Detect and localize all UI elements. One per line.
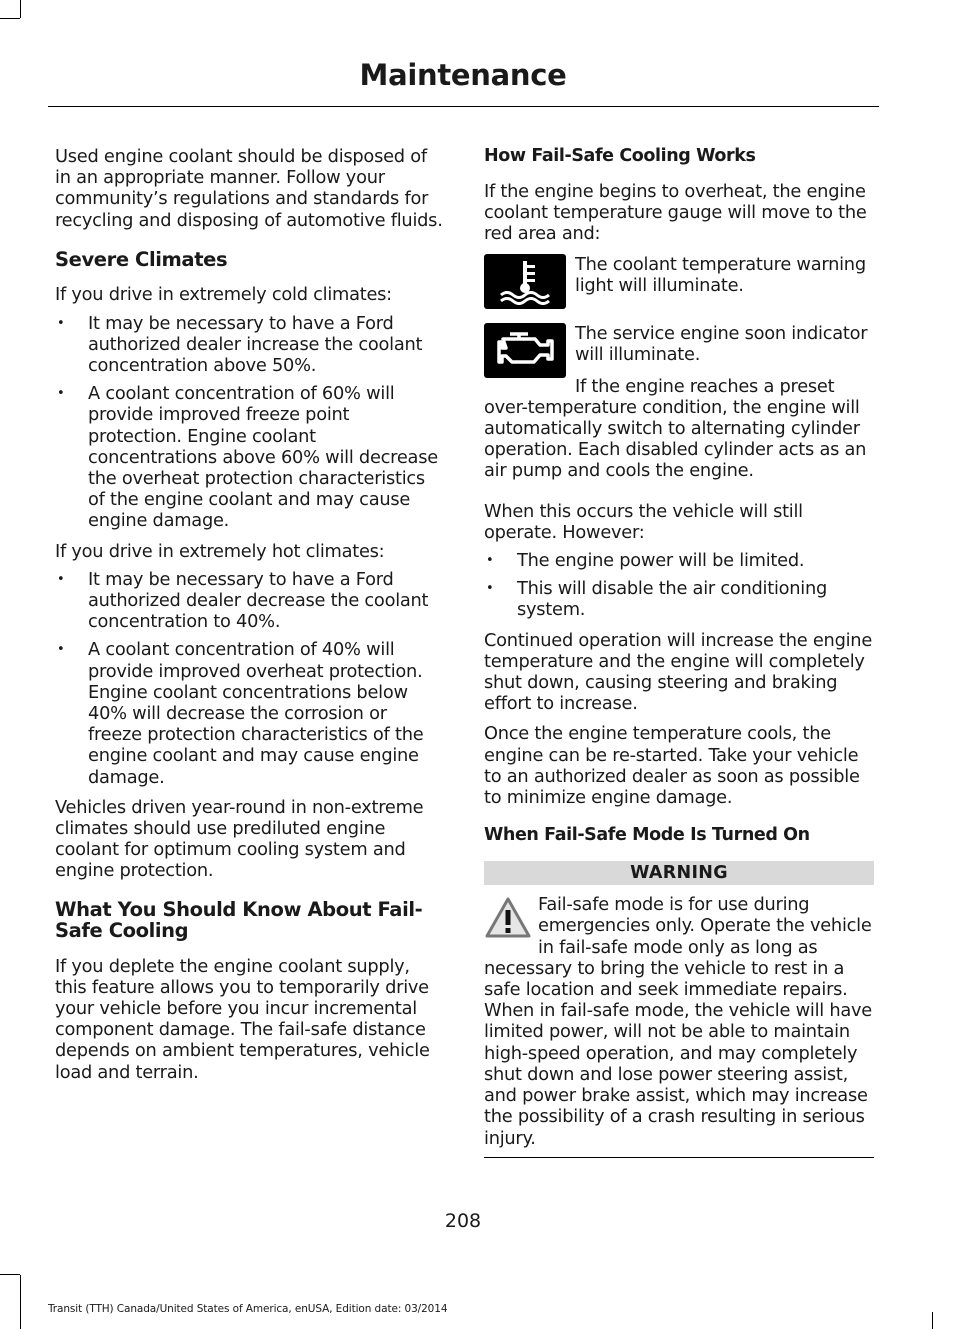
hot-climates-list [55, 569, 445, 788]
warning-triangle-icon [484, 896, 532, 940]
list-item: • This will disable the air conditioning system. [484, 578, 874, 620]
list-item: • A coolant concentration of 40% will provide improved overheat protection. Engine coolant concentrations below 40% will decrease the corrosion or freeze protection characteristics of the engine coolant and may cause engine damage. [55, 639, 445, 787]
coolant-light-row [484, 254, 874, 309]
crop-mark [20, 0, 21, 18]
coolant-temperature-warning-icon [484, 254, 566, 309]
list-item: • The engine power will be limited. [484, 550, 874, 571]
how-failsafe-heading: How Fail-Safe Cooling Works [484, 146, 756, 166]
page-title: Maintenance [359, 58, 567, 92]
how-intro-paragraph: If the engine begins to overheat, the engine coolant temperature gauge will move to the red area and: [484, 181, 867, 245]
crop-mark [0, 1274, 20, 1275]
coolant-light-text: The coolant temperature warning light will illuminate. [575, 253, 866, 296]
crop-mark [932, 1312, 933, 1329]
vehicles-paragraph: Vehicles driven year-round in non-extreme climates should use prediluted engine coolant for optimum cooling system and engine protection. [55, 796, 424, 882]
continued-operation-paragraph: Continued operation will increase the engine temperature and the engine will completely shut down, causing steering and braking effort to increase. [484, 629, 873, 715]
edition-footer: Transit (TTH) Canada/United States of America, enUSA, Edition date: 03/2014 [48, 1303, 448, 1315]
limitations-list [484, 550, 874, 621]
list-item: • A coolant concentration of 60% will provide improved freeze point protection. Engine coolant concentrations above 60% will decrease the overheat protection characteristics of the engine coolant and may cause engine damage. [55, 383, 445, 531]
crop-mark [20, 1275, 21, 1329]
warning-body [484, 894, 874, 1148]
service-engine-soon-icon [484, 323, 566, 378]
failsafe-heading: What You Should Know About Fail-Safe Cooling [55, 897, 423, 943]
failsafe-paragraph: If you deplete the engine coolant supply, this feature allows you to temporarily drive your vehicle before you incur incremental component damage. The fail-safe distance depends on ambient temperatures, vehicle load and terrain. [55, 955, 430, 1083]
engine-light-row [484, 323, 874, 378]
preset-paragraph: If the engine reaches a preset over-temperature condition, the engine will automatically switch to alternating cylinder operation. Each disabled cylinder acts as an air pump and cools the engine. [484, 375, 867, 482]
intro-paragraph: Used engine coolant should be disposed of in an appropriate manner. Follow your community’s regulations and standards for recycling and disposing of automotive fluids. [55, 146, 443, 231]
cold-climates-list [55, 313, 445, 532]
still-operate-paragraph: When this occurs the vehicle will still operate. However: [484, 500, 803, 543]
severe-climates-heading: Severe Climates [55, 247, 228, 271]
warning-label: WARNING [484, 861, 874, 885]
when-failsafe-heading: When Fail-Safe Mode Is Turned On [484, 825, 810, 846]
left-column [55, 146, 445, 1083]
title-divider [48, 106, 879, 107]
page-number: 208 [444, 1210, 482, 1232]
cold-climates-intro: If you drive in extremely cold climates: [55, 284, 392, 306]
list-item: • It may be necessary to have a Ford authorized dealer decrease the coolant concentration to 40%. [55, 569, 445, 633]
warning-box [484, 861, 874, 1157]
engine-light-text: The service engine soon indicator will illuminate. [575, 322, 868, 365]
warning-end-divider [484, 1157, 874, 1158]
once-cools-paragraph: Once the engine temperature cools, the engine can be re-started. Take your vehicle to an authorized dealer as soon as possible to minimize engine damage. [484, 723, 860, 809]
warning-text: Fail-safe mode is for use during emergencies only. Operate the vehicle in fail-safe mode only as long as necessary to bring the vehicle to rest in a safe location and seek immediate repairs. When in fail-safe mode, the vehicle will have limited power, will not be able to maintain high-speed operation, and may completely shut down and lose power steering assist, and power brake assist, which may increase the possibility of a crash resulting in serious injury. [484, 894, 872, 1149]
crop-mark [0, 18, 20, 19]
right-column [484, 146, 874, 1158]
list-item: • It may be necessary to have a Ford authorized dealer increase the coolant concentration above 50%. [55, 313, 445, 377]
hot-climates-intro: If you drive in extremely hot climates: [55, 540, 385, 562]
